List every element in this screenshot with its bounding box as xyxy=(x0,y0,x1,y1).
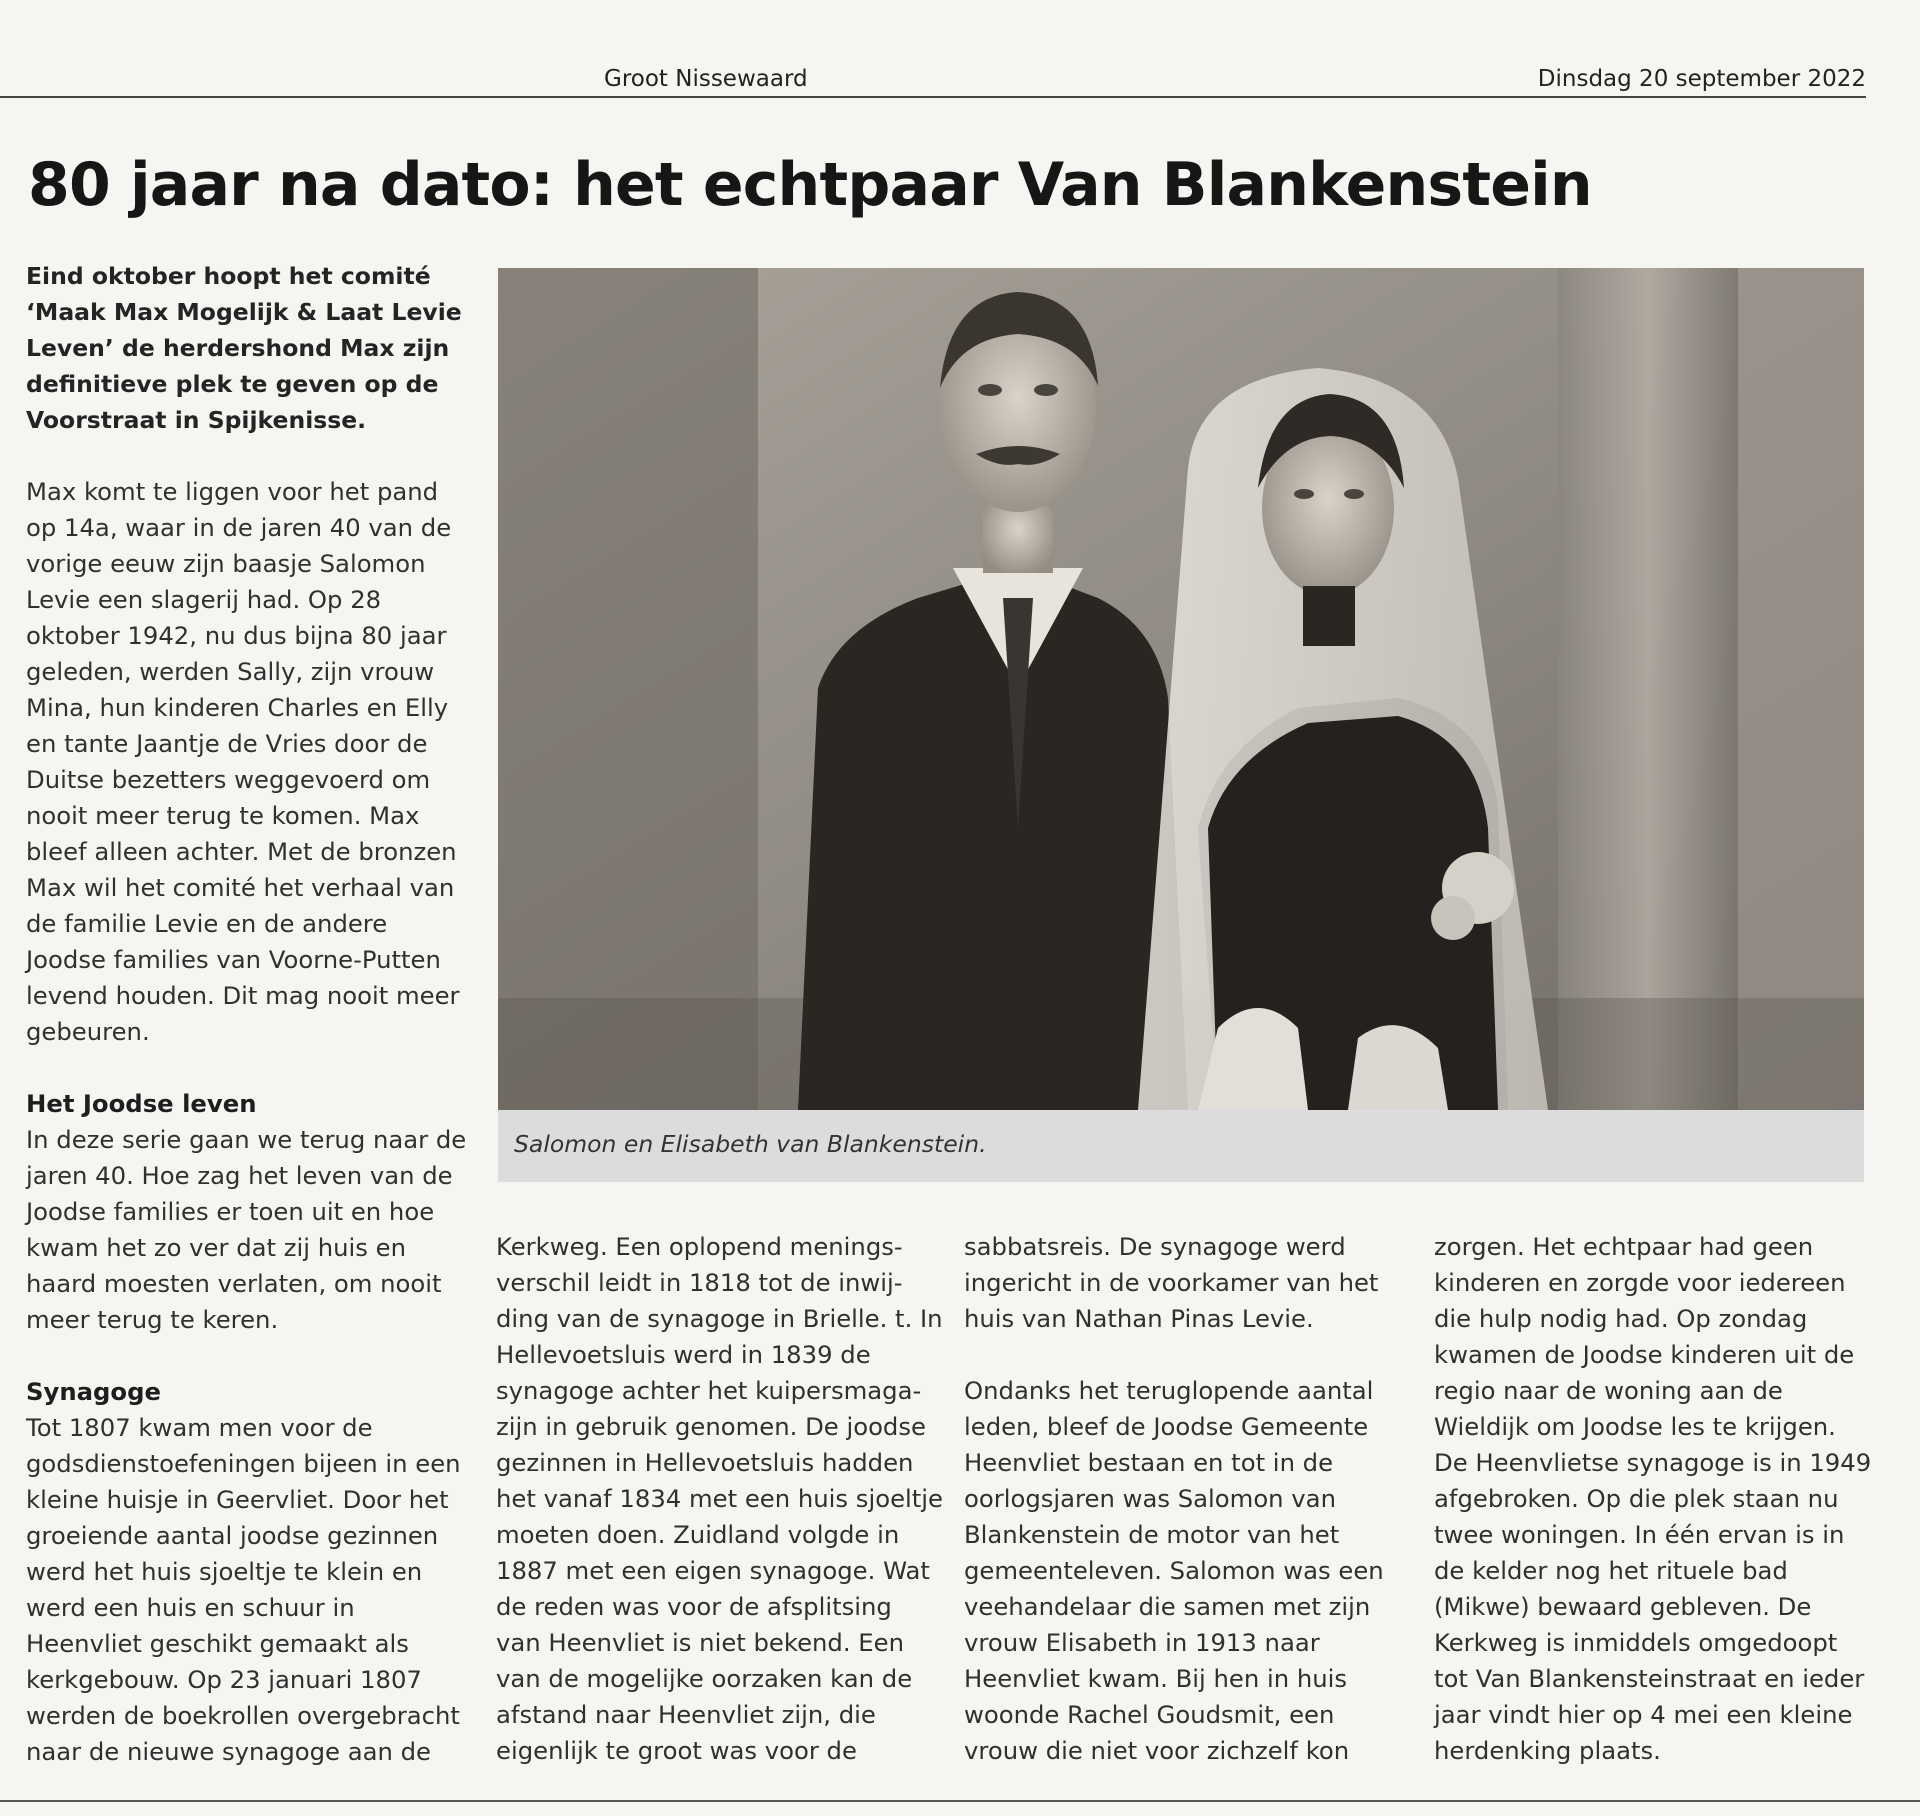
text-line: zorgen. Het echtpaar had geen xyxy=(1434,1232,1814,1261)
column-1 xyxy=(26,474,476,1770)
text-line: vrouw die niet voor zichzelf kon xyxy=(964,1736,1350,1765)
text-line: veehandelaar die samen met zijn xyxy=(964,1592,1371,1621)
text-line: (Mikwe) bewaard gebleven. De xyxy=(1434,1592,1812,1621)
text-line: gemeenteleven. Salomon was een xyxy=(964,1556,1384,1585)
text-line: oktober 1942, nu dus bijna 80 jaar xyxy=(26,621,447,650)
text-line: moeten doen. Zuidland volgde in xyxy=(496,1520,900,1549)
text-line: van Heenvliet is niet bekend. Een xyxy=(496,1628,905,1657)
text-line: Duitse bezetters weggevoerd om xyxy=(26,765,431,794)
text-line: meer terug te keren. xyxy=(26,1305,279,1334)
text-line: kerkgebouw. Op 23 januari 1807 xyxy=(26,1665,422,1694)
publication-name: Groot Nissewaard xyxy=(604,66,808,92)
text-line: ingericht in de voorkamer van het xyxy=(964,1268,1379,1297)
text-line: synagoge achter het kuipersmaga- xyxy=(496,1376,922,1405)
column-4 xyxy=(1434,1229,1884,1769)
lead-line: Leven’ de herdershond Max zijn xyxy=(26,334,450,362)
text-line: verschil leidt in 1818 tot de inwij- xyxy=(496,1268,903,1297)
text-line: woonde Rachel Goudsmit, een xyxy=(964,1700,1335,1729)
text-line: Heenvliet kwam. Bij hen in huis xyxy=(964,1664,1348,1693)
text-line: kwam het zo ver dat zij huis en xyxy=(26,1233,407,1262)
text-line: In deze serie gaan we terug naar de xyxy=(26,1125,467,1154)
text-line: de reden was voor de afsplitsing xyxy=(496,1592,892,1621)
subheading-synagoge: Synagoge xyxy=(26,1377,161,1406)
text-line: kleine huisje in Geervliet. Door het xyxy=(26,1485,449,1514)
text-line: godsdienstoefeningen bijeen in een xyxy=(26,1449,461,1478)
text-line: jaar vindt hier op 4 mei een kleine xyxy=(1434,1700,1853,1729)
text-line: afgebroken. Op die plek staan nu xyxy=(1434,1484,1839,1513)
column-3 xyxy=(964,1229,1414,1769)
text-line: die hulp nodig had. Op zondag xyxy=(1434,1304,1808,1333)
text-line: Heenvliet geschikt gemaakt als xyxy=(26,1629,409,1658)
lead-line: definitieve plek te geven op de xyxy=(26,370,439,398)
text-line: regio naar de woning aan de xyxy=(1434,1376,1783,1405)
text-line: Hellevoetsluis werd in 1839 de xyxy=(496,1340,871,1369)
text-line: jaren 40. Hoe zag het leven van de xyxy=(26,1161,453,1190)
wedding-photo xyxy=(498,268,1864,1110)
text-line: en tante Jaantje de Vries door de xyxy=(26,729,428,758)
text-line: ding van de synagoge in Brielle. t. In xyxy=(496,1304,943,1333)
text-line: de kelder nog het rituele bad xyxy=(1434,1556,1788,1585)
text-line: herdenking plaats. xyxy=(1434,1736,1661,1765)
text-line: werden de boekrollen overgebracht xyxy=(26,1701,460,1730)
photo-caption: Salomon en Elisabeth van Blankenstein. xyxy=(514,1130,987,1158)
text-line: huis van Nathan Pinas Levie. xyxy=(964,1304,1314,1333)
text-line: Ondanks het teruglopende aantal xyxy=(964,1376,1374,1405)
text-line: de familie Levie en de andere xyxy=(26,909,388,938)
text-line: Max wil het comité het verhaal van xyxy=(26,873,455,902)
text-line: 1887 met een eigen synagoge. Wat xyxy=(496,1556,930,1585)
text-line: vorige eeuw zijn baasje Salomon xyxy=(26,549,426,578)
text-line: het vanaf 1834 met een huis sjoeltje xyxy=(496,1484,944,1513)
wedding-photo-illustration xyxy=(498,268,1864,1110)
text-line: haard moesten verlaten, om nooit xyxy=(26,1269,442,1298)
text-line: Max komt te liggen voor het pand xyxy=(26,477,439,506)
text-line: De Heenvlietse synagoge is in 1949 xyxy=(1434,1448,1872,1477)
subheading-joodse-leven: Het Joodse leven xyxy=(26,1089,257,1118)
text-line: tot Van Blankensteinstraat en ieder xyxy=(1434,1664,1865,1693)
paragraph-ondanks xyxy=(964,1373,1414,1769)
paragraph-intro xyxy=(26,474,476,1050)
text-line: van de mogelijke oorzaken kan de xyxy=(496,1664,913,1693)
text-line: gebeuren. xyxy=(26,1017,150,1046)
text-line: gezinnen in Hellevoetsluis hadden xyxy=(496,1448,914,1477)
text-line: Kerkweg is inmiddels omgedoopt xyxy=(1434,1628,1838,1657)
paragraph-sabbatsreis xyxy=(964,1229,1414,1337)
lead-line: ‘Maak Max Mogelijk & Laat Levie xyxy=(26,298,462,326)
text-line: kwamen de Joodse kinderen uit de xyxy=(1434,1340,1855,1369)
text-line: Levie een slagerij had. Op 28 xyxy=(26,585,382,614)
text-line: eigenlijk te groot was voor de xyxy=(496,1736,857,1765)
text-line: bleef alleen achter. Met de bronzen xyxy=(26,837,457,866)
column-2 xyxy=(496,1229,946,1769)
paragraph-synagoge xyxy=(26,1410,476,1770)
page-header xyxy=(0,66,1866,98)
text-line: zijn in gebruik genomen. De joodse xyxy=(496,1412,926,1441)
text-line: Tot 1807 kwam men voor de xyxy=(26,1413,373,1442)
issue-date: Dinsdag 20 september 2022 xyxy=(1537,66,1866,92)
text-line: op 14a, waar in de jaren 40 van de xyxy=(26,513,452,542)
text-line: Joodse families er toen uit en hoe xyxy=(26,1197,435,1226)
text-line: werd het huis sjoeltje te klein en xyxy=(26,1557,423,1586)
text-line: Kerkweg. Een oplopend menings- xyxy=(496,1232,903,1261)
text-line: leden, bleef de Joodse Gemeente xyxy=(964,1412,1369,1441)
text-line: kinderen en zorgde voor iedereen xyxy=(1434,1268,1846,1297)
article-title: 80 jaar na dato: het echtpaar Van Blankenstein xyxy=(28,150,1592,220)
text-line: Heenvliet bestaan en tot in de xyxy=(964,1448,1334,1477)
text-line: Mina, hun kinderen Charles en Elly xyxy=(26,693,449,722)
article-lead xyxy=(26,258,466,438)
text-line: naar de nieuwe synagoge aan de xyxy=(26,1737,432,1766)
lead-line: Eind oktober hoopt het comité xyxy=(26,262,431,290)
text-line: nooit meer terug te komen. Max xyxy=(26,801,420,830)
bottom-rule xyxy=(0,1800,1920,1802)
text-line: groeiende aantal joodse gezinnen xyxy=(26,1521,439,1550)
text-line: afstand naar Heenvliet zijn, die xyxy=(496,1700,876,1729)
text-line: sabbatsreis. De synagoge werd xyxy=(964,1232,1346,1261)
text-line: vrouw Elisabeth in 1913 naar xyxy=(964,1628,1320,1657)
text-line: Wieldijk om Joodse les te krijgen. xyxy=(1434,1412,1836,1441)
paragraph-joodse-leven xyxy=(26,1122,476,1338)
photo-caption-bar xyxy=(498,1110,1864,1182)
text-line: oorlogsjaren was Salomon van xyxy=(964,1484,1336,1513)
text-line: levend houden. Dit mag nooit meer xyxy=(26,981,460,1010)
text-line: werd een huis en schuur in xyxy=(26,1593,355,1622)
text-line: Blankenstein de motor van het xyxy=(964,1520,1340,1549)
text-line: twee woningen. In één ervan is in xyxy=(1434,1520,1845,1549)
article-photo-block xyxy=(498,268,1864,1182)
text-line: Joodse families van Voorne-Putten xyxy=(26,945,441,974)
lead-line: Voorstraat in Spijkenisse. xyxy=(26,406,367,434)
text-line: geleden, werden Sally, zijn vrouw xyxy=(26,657,435,686)
